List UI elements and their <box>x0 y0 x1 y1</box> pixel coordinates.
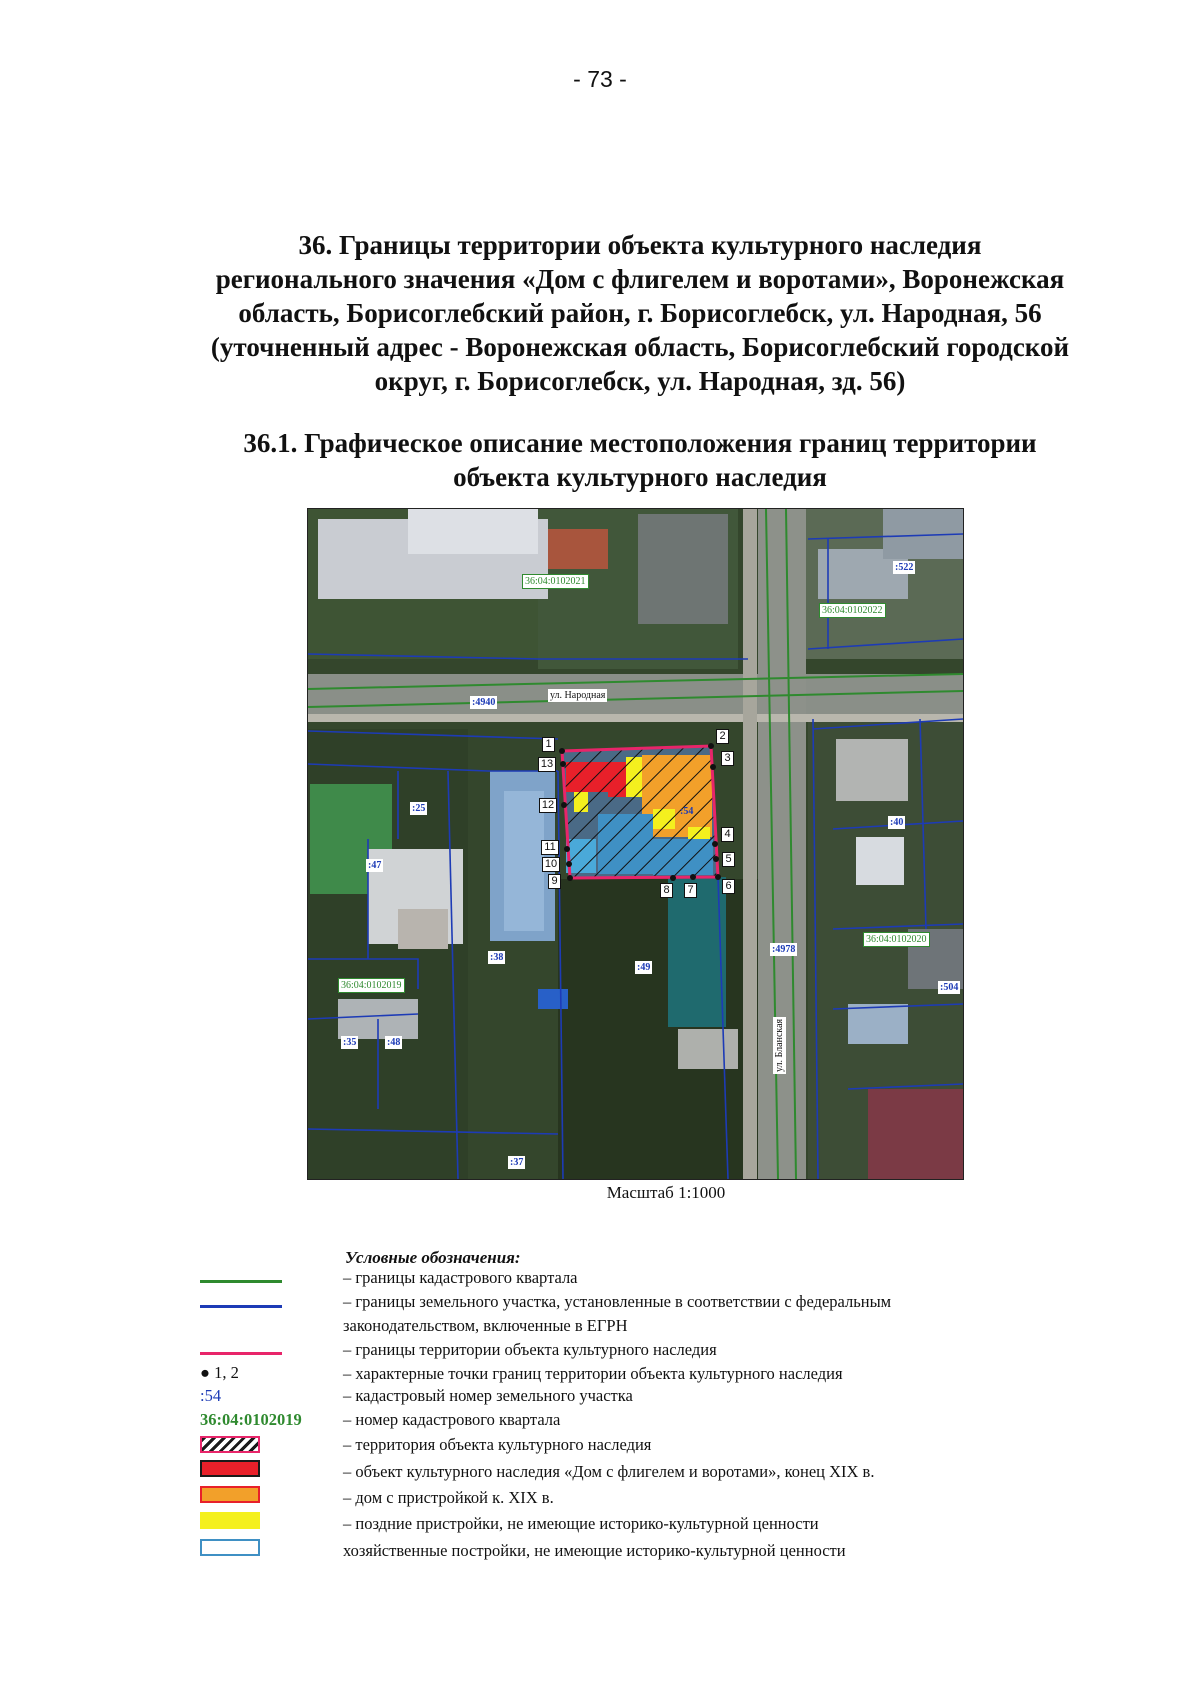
heading-line: 36. Границы территории объекта культурного наследия <box>298 230 982 260</box>
points-symbol-label: 1, 2 <box>214 1363 239 1382</box>
legend-item: – границы земельного участка, установленные в соответствии с федеральным <box>343 1292 892 1311</box>
point-label: 2 <box>716 729 729 744</box>
parcel-label: :40 <box>890 817 904 828</box>
parcel-label: :37 <box>510 1157 524 1168</box>
heading-line: (уточненный адрес - Воронежская область, Борисоглебский городской <box>210 332 1070 362</box>
legend-item: – поздние пристройки, не имеющие историко-культурной ценности <box>343 1514 819 1533</box>
quarter-label: 36:04:0102021 <box>522 574 589 589</box>
legend-item: – границы территории объекта культурного наследия <box>343 1340 717 1359</box>
heading-line: регионального значения «Дом с флигелем и воротами», Воронежская <box>215 264 1065 294</box>
point-label: 12 <box>539 798 557 813</box>
street-label: ул. Бланская <box>774 1018 785 1072</box>
point-label: 10 <box>542 857 560 872</box>
legend-item: – дом с пристройкой к. XIX в. <box>343 1488 554 1507</box>
legend-item: – характерные точки границ территории объекта культурного наследия <box>343 1364 843 1383</box>
parcel-label: :47 <box>368 860 382 871</box>
street-label: ул. Народная <box>550 690 606 701</box>
point-label: 5 <box>722 852 735 867</box>
point-label: 6 <box>722 879 735 894</box>
point-label: 4 <box>721 827 734 842</box>
quarter-label: 36:04:0102022 <box>819 603 886 618</box>
territory-swatch <box>200 1436 260 1453</box>
legend-item: хозяйственные постройки, не имеющие историко-культурной ценности <box>343 1541 846 1560</box>
parcel-label: :522 <box>895 562 914 573</box>
points-symbol <box>200 1363 239 1383</box>
quarter-label: 36:04:0102020 <box>863 932 930 947</box>
legend-item: – объект культурного наследия «Дом с флигелем и воротами», конец XIX в. <box>343 1462 875 1481</box>
quarter-num-symbol: 36:04:0102019 <box>200 1410 302 1429</box>
parcel-label: :4940 <box>472 697 496 708</box>
heading-line: округ, г. Борисоглебск, ул. Народная, зд. 56) <box>374 366 906 396</box>
late-swatch <box>200 1512 260 1529</box>
point-label: 9 <box>548 874 561 889</box>
parcel-label: :35 <box>343 1037 357 1048</box>
heading-line: область, Борисоглебский район, г. Борисоглебск, ул. Народная, 56 <box>238 298 1042 328</box>
point-label: 1 <box>542 737 555 752</box>
legend-item: законодательством, включенные в ЕГРН <box>343 1316 628 1335</box>
site-map <box>307 508 964 1180</box>
point-label: 7 <box>684 883 697 898</box>
parcel-label: :49 <box>637 962 651 973</box>
legend-item: – кадастровый номер земельного участка <box>343 1386 633 1405</box>
point-label: 3 <box>721 751 734 766</box>
page-number: - 73 - <box>573 66 627 92</box>
utility-swatch <box>200 1539 260 1556</box>
section-heading <box>200 228 1080 398</box>
cad-num-symbol: :54 <box>200 1386 222 1405</box>
quarter-line-symbol <box>200 1280 282 1283</box>
legend-title: Условные обозначения: <box>345 1248 521 1267</box>
parcel-line-symbol <box>200 1305 282 1308</box>
point-label: 13 <box>538 757 556 772</box>
subsection-heading <box>200 426 1080 494</box>
parcel-label: :38 <box>490 952 504 963</box>
parcel-label: :4978 <box>772 944 796 955</box>
object-swatch <box>200 1460 260 1477</box>
map-scale: Масштаб 1:1000 <box>606 1183 726 1202</box>
parcel-label: :54 <box>680 806 694 817</box>
subheading-line: объекта культурного наследия <box>453 462 827 492</box>
legend-item: – номер кадастрового квартала <box>343 1410 561 1429</box>
point-label: 11 <box>541 840 559 855</box>
point-label: 8 <box>660 883 673 898</box>
legend-item: – границы кадастрового квартала <box>343 1268 578 1287</box>
heritage-line-symbol <box>200 1352 282 1355</box>
legend-item: – территория объекта культурного наследия <box>343 1435 652 1454</box>
parcel-label: :504 <box>940 982 959 993</box>
parcel-label: :25 <box>412 803 426 814</box>
subheading-line: 36.1. Графическое описание местоположения границ территории <box>243 428 1037 458</box>
parcel-label: :48 <box>387 1037 401 1048</box>
point-dot-icon: ● <box>200 1363 210 1382</box>
house-swatch <box>200 1486 260 1503</box>
quarter-label: 36:04:0102019 <box>338 978 405 993</box>
